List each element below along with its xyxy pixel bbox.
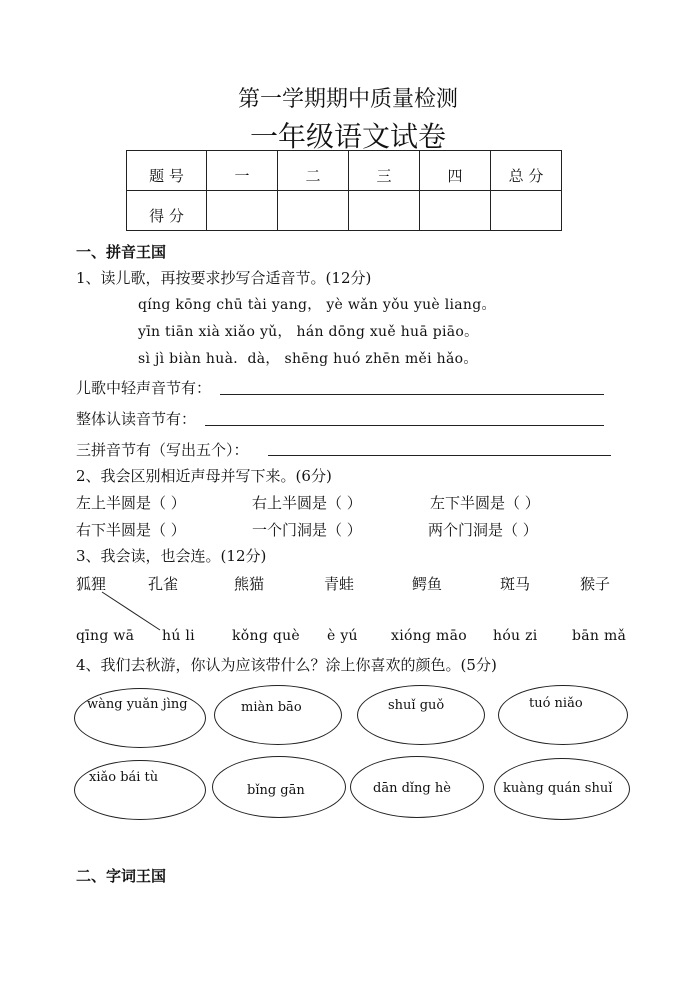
q4-oval-label: shuǐ guǒ — [388, 698, 445, 713]
q4-oval-bread[interactable] — [214, 685, 342, 745]
exam-title-subject: 一年级语文试卷 — [249, 120, 446, 153]
q4-oval-label: xiǎo bái tù — [89, 770, 159, 785]
q3-pinyin-xiongmao[interactable]: xióng māo — [391, 628, 467, 644]
q4-oval-label: miàn bāo — [241, 700, 302, 715]
q3-pinyin-qingwa[interactable]: qīng wā — [76, 628, 135, 644]
score-cell-part4: 四 — [420, 151, 491, 191]
q3-word-fox[interactable]: 狐狸 — [76, 575, 107, 593]
exam-title-term: 第一学期期中质量检测 — [237, 87, 458, 112]
q4-oval-white-rabbit[interactable] — [74, 760, 206, 820]
q4-oval-ostrich[interactable] — [498, 685, 628, 745]
score-row-label: 得 分 — [127, 191, 207, 231]
q4-oval-label: wàng yuǎn jìng — [87, 697, 188, 712]
q3-pinyin-eyu[interactable]: è yú — [327, 628, 358, 644]
score-cell-label: 题 号 — [127, 151, 207, 191]
section2-heading: 二、字词王国 — [76, 867, 167, 885]
q3-word-frog[interactable]: 青蛙 — [324, 575, 355, 593]
q1-rhyme-line2: yīn tiān xià xiǎo yǔ， hán dōng xuě huā piāo。 — [138, 324, 479, 340]
q4-oval-crane[interactable] — [350, 756, 484, 818]
q1-fill-label-whole-syllables: 整体认读音节有： — [76, 410, 197, 428]
score-cell-part3: 三 — [349, 151, 420, 191]
q3-word-monkey[interactable]: 猴子 — [580, 575, 611, 593]
q2-item-two-arches[interactable]: 两个门洞是（ ） — [428, 521, 538, 539]
q1-fill-label-three-part: 三拼音节有（写出五个）： — [76, 441, 249, 459]
q4-oval-fruit[interactable] — [357, 685, 485, 745]
q1-fill-label-neutral-tone: 儿歌中轻声音节有： — [76, 379, 212, 397]
q2-prompt: 2、我会区别相近声母并写下来。(6分) — [76, 467, 332, 485]
q1-rhyme-line1: qíng kōng chū tài yang， yè wǎn yǒu yuè liang。 — [138, 297, 496, 313]
q2-item-upper-left[interactable]: 左上半圆是（ ） — [76, 494, 186, 512]
q4-oval-label: dān dǐng hè — [373, 781, 451, 796]
q3-word-zebra[interactable]: 斑马 — [500, 575, 531, 593]
score-cell-part1: 一 — [207, 151, 278, 191]
score-cell-total: 总 分 — [491, 151, 562, 191]
q3-word-crocodile[interactable]: 鳄鱼 — [412, 575, 443, 593]
q3-word-peacock[interactable]: 孔雀 — [148, 575, 179, 593]
q4-oval-label: kuàng quán shuǐ — [503, 781, 613, 796]
q2-item-one-arch[interactable]: 一个门洞是（ ） — [252, 521, 362, 539]
q3-prompt: 3、我会读，也会连。(12分) — [76, 547, 267, 565]
q2-item-upper-right[interactable]: 右上半圆是（ ） — [252, 494, 362, 512]
q1-prompt: 1、读儿歌，再按要求抄写合适音节。(12分) — [76, 269, 372, 287]
q4-oval-label: bǐng gān — [247, 783, 305, 798]
q4-oval-telescope[interactable] — [74, 688, 206, 748]
q2-item-lower-left[interactable]: 左下半圆是（ ） — [430, 494, 540, 512]
q1-rhyme-line3: sì jì biàn huà．dà， shēng huó zhēn měi hǎo。 — [138, 351, 478, 367]
q3-pinyin-kongque[interactable]: kǒng què — [232, 628, 301, 644]
q4-oval-biscuit[interactable] — [212, 756, 346, 818]
q4-oval-label: tuó niǎo — [529, 696, 583, 711]
q4-prompt: 4、我们去秋游，你认为应该带什么？涂上你喜欢的颜色。(5分) — [76, 656, 497, 674]
q4-oval-mineral-water[interactable] — [494, 758, 630, 820]
q3-pinyin-huli[interactable]: hú li — [162, 628, 195, 644]
q3-pinyin-banma[interactable]: bān mǎ — [572, 628, 627, 644]
q3-word-panda[interactable]: 熊猫 — [234, 575, 265, 593]
q2-item-lower-right[interactable]: 右下半圆是（ ） — [76, 521, 186, 539]
q3-pinyin-houzi[interactable]: hóu zi — [493, 628, 538, 644]
section1-heading: 一、拼音王国 — [76, 243, 167, 261]
score-cell-part2: 二 — [278, 151, 349, 191]
